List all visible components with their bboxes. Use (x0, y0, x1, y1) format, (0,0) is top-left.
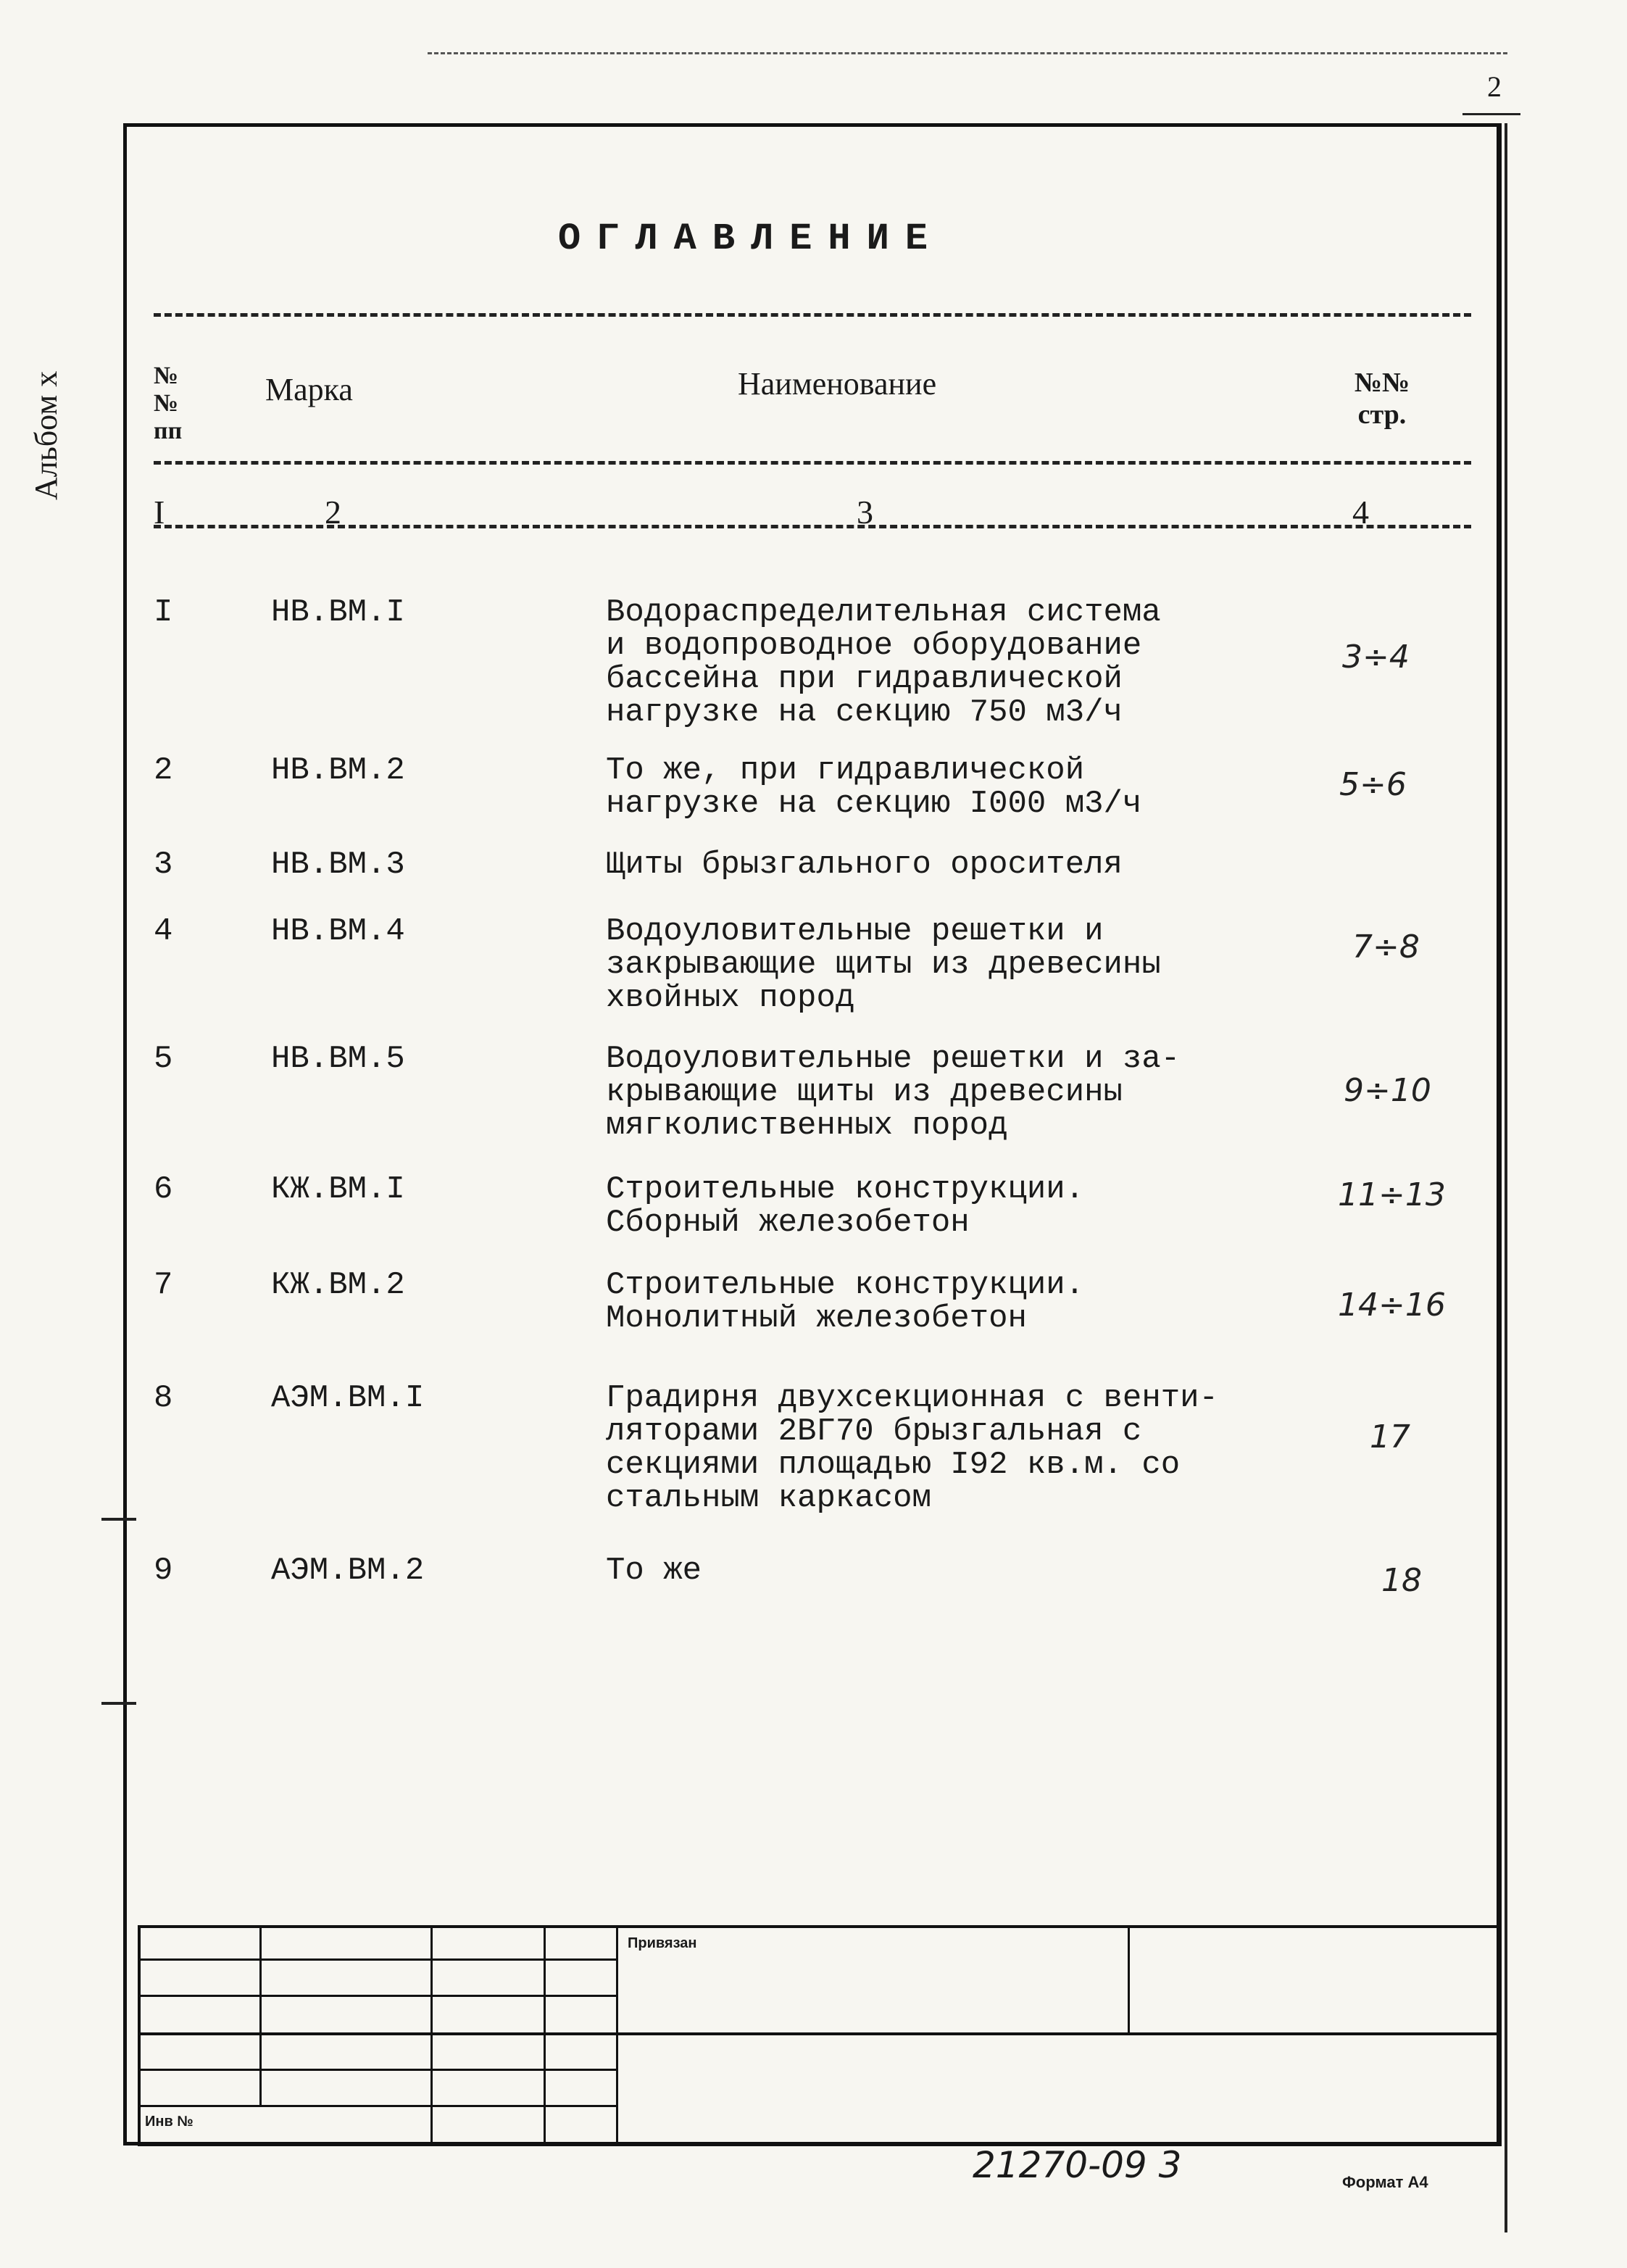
row-page: 14÷16 (1338, 1287, 1446, 1324)
row-mark: НВ.ВМ.5 (271, 1041, 405, 1077)
row-name-line: нагрузке на секцию 750 м3/ч (606, 694, 1123, 731)
row-mark: НВ.ВМ.I (271, 594, 405, 631)
header-name: Наименование (738, 366, 937, 402)
table-row (0, 1171, 1627, 1241)
row-name-line: мягколиственных пород (606, 1108, 1008, 1144)
table-row (0, 913, 1627, 1016)
row-num: I (154, 594, 173, 631)
row-name-line: хвойных пород (606, 980, 855, 1016)
sheet-number: 2 (1487, 70, 1502, 103)
row-name-line: То же (606, 1553, 702, 1589)
top-rule (428, 52, 1507, 54)
document-code: 21270-09 3 (973, 2144, 1182, 2186)
row-num: 2 (154, 752, 173, 789)
row-page: 9÷10 (1344, 1072, 1431, 1109)
header-page: №№ стр. (1354, 367, 1410, 430)
row-name-line: закрывающие щиты из древесины (606, 947, 1161, 983)
row-name-line: Строительные конструкции. (606, 1267, 1085, 1303)
row-name-line: Монолитный железобетон (606, 1300, 1027, 1337)
row-name-line: и водопроводное оборудование (606, 628, 1142, 664)
row-mark: АЭМ.ВМ.2 (271, 1553, 425, 1589)
row-mark: КЖ.ВМ.I (271, 1171, 405, 1208)
column-number: 2 (325, 494, 341, 531)
row-num: 8 (154, 1380, 173, 1416)
row-name-line: стальным каркасом (606, 1480, 931, 1516)
row-name-line: Градирня двухсекционная с венти- (606, 1380, 1218, 1416)
table-row (0, 1041, 1627, 1144)
header-top-dashed-rule (154, 313, 1471, 317)
table-row (0, 752, 1627, 822)
tied-label: Привязан (628, 1935, 697, 1951)
row-name-line: Водоуловительные решетки и за- (606, 1041, 1181, 1077)
row-page: 11÷13 (1338, 1176, 1446, 1213)
format-label: Формат А4 (1342, 2173, 1428, 2191)
row-page: 5÷6 (1339, 766, 1407, 803)
row-mark: НВ.ВМ.2 (271, 752, 405, 789)
row-num: 3 (154, 847, 173, 883)
row-mark: НВ.ВМ.3 (271, 847, 405, 883)
row-name-line: Водораспределительная система (606, 594, 1161, 631)
table-row (0, 1380, 1627, 1516)
row-page: 17 (1370, 1418, 1410, 1455)
row-name-line: Сборный железобетон (606, 1205, 970, 1241)
column-number: 4 (1352, 494, 1369, 531)
row-mark: КЖ.ВМ.2 (271, 1267, 405, 1303)
row-name-line: Щиты брызгального оросителя (606, 847, 1123, 883)
row-name-line: То же, при гидравлической (606, 752, 1085, 789)
row-page: 3÷4 (1342, 639, 1410, 676)
row-num: 9 (154, 1553, 173, 1589)
header-num: №№ пп (154, 362, 183, 444)
row-mark: НВ.ВМ.4 (271, 913, 405, 950)
row-mark: АЭМ.ВМ.I (271, 1380, 425, 1416)
row-num: 6 (154, 1171, 173, 1208)
header-bottom-dashed-rule (154, 525, 1471, 528)
binding-mark (101, 1518, 136, 1521)
row-page: 7÷8 (1352, 929, 1420, 965)
row-page: 18 (1381, 1562, 1422, 1599)
row-name-line: нагрузке на секцию I000 м3/ч (606, 786, 1142, 822)
column-number: 3 (857, 494, 873, 531)
row-num: 7 (154, 1267, 173, 1303)
row-name-line: крывающие щиты из древесины (606, 1074, 1123, 1110)
page-title: ОГЛАВЛЕНИЕ (558, 217, 944, 260)
table-row (0, 1553, 1627, 1599)
row-name-line: Строительные конструкции. (606, 1171, 1085, 1208)
row-num: 5 (154, 1041, 173, 1077)
header-mark: Марка (265, 372, 353, 407)
title-block (138, 1925, 1502, 2146)
table-row (0, 1267, 1627, 1337)
row-name-line: ляторами 2ВГ70 брызгальная с (606, 1413, 1142, 1450)
inventory-label: Инв № (145, 2114, 194, 2130)
row-name-line: секциями площадью I92 кв.м. со (606, 1447, 1181, 1483)
corner-tick (1462, 113, 1520, 115)
row-name-line: бассейна при гидравлической (606, 661, 1123, 697)
row-num: 4 (154, 913, 173, 950)
column-number: I (154, 494, 165, 531)
album-label: Альбом х (28, 370, 64, 500)
row-name-line: Водоуловительные решетки и (606, 913, 1104, 950)
table-row (0, 594, 1627, 731)
binding-mark (101, 1702, 136, 1705)
header-middle-dashed-rule (154, 461, 1471, 465)
table-row (0, 847, 1627, 883)
